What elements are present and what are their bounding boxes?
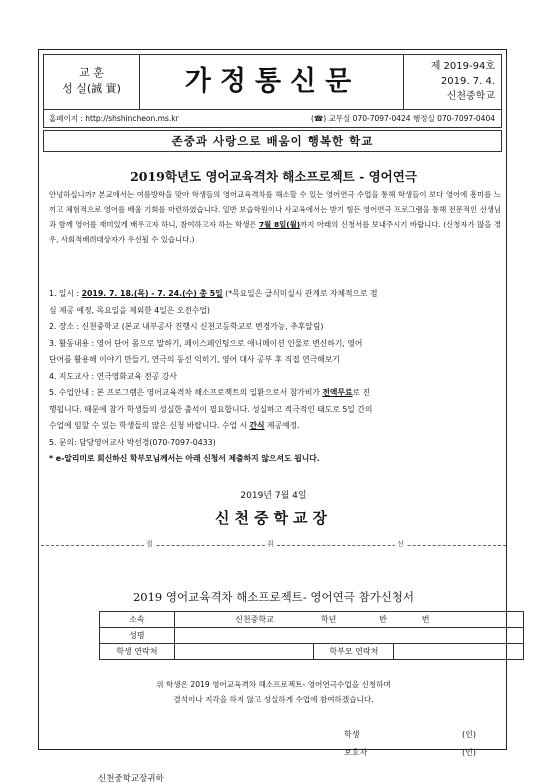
issue-date-line: 2019년 7월 4일 — [240, 491, 307, 501]
snack-highlight: 간식 — [249, 421, 265, 430]
parent-contact-label: 학부모 연락처 — [314, 644, 394, 660]
item-instructor: 4. 지도교사 : 연극영화교육 전공 강사 — [49, 371, 177, 381]
motto-value: 성 실(誠 實) — [62, 82, 121, 95]
student-sign-label: 학생 — [344, 730, 360, 739]
item-guide — [49, 385, 501, 402]
intro-text-2: 까지 아래의 신청서를 보내주시기 바랍니다. (신청자가 많을 경우, 사회적배려대상자가 우선될 수 있습니다.) — [49, 220, 501, 244]
free-highlight: 전액무료 — [322, 388, 353, 397]
issue-number: 제 2019-94호 — [430, 61, 495, 72]
document-title: 가정통신문 — [184, 66, 361, 97]
pledge-line-2: 결석이나 지각을 하지 않고 성실하게 수업에 참여하겠습니다. — [173, 695, 374, 704]
form-row-affiliation — [100, 612, 524, 628]
recipient-line: 신천중학교장귀하 — [98, 774, 164, 784]
school-name: 신천중학교 — [235, 615, 274, 624]
contact-bar — [43, 110, 502, 128]
guardian-sign-label: 보호자 — [344, 748, 368, 757]
schedule-label: 1. 일시 : — [49, 289, 82, 298]
affiliation-field[interactable] — [174, 612, 523, 628]
guardian-seal[interactable]: (인) — [462, 748, 476, 757]
guide-text-2-end: 제공예정. — [264, 421, 300, 430]
form-row-name — [100, 628, 524, 644]
phone-contacts: (☎) 교무실 070-7097-0424 행정실 070-7097-0404 — [310, 114, 495, 123]
number-label: 번 — [421, 615, 430, 624]
application-form-table — [99, 611, 524, 660]
application-form-title: 2019 영어교육격차 해소프로젝트- 영어연극 참가신청서 — [132, 590, 415, 604]
form-row-contacts — [100, 644, 524, 660]
guide-text-2: 수업에 임할 수 있는 학생들의 많은 신청 바랍니다. 수업 시 — [49, 421, 250, 430]
school-motto — [44, 55, 140, 109]
grade-label: 학년 — [320, 615, 337, 624]
details-list — [49, 286, 501, 468]
item-schedule-cont: 심 제공 예정, 목요일을 제외한 4일은 오전수업) — [49, 305, 210, 315]
seal-marks — [462, 726, 476, 762]
principal-signature: 신천중학교장 — [215, 509, 332, 527]
header-box — [43, 54, 502, 110]
name-label: 성명 — [100, 628, 175, 644]
cut-label-2: 취 — [267, 540, 274, 548]
school-slogan: 존중과 사랑으로 배움이 행복한 학교 — [43, 130, 502, 152]
intro-text-1: 안녕하십니까? 본교에서는 여름방학을 맞아 학생들의 영어교육격차를 해소할 수 있는 영어연극 수업을 통해 학생들이 보다 영어에 흥미를 느끼고 체험적으로 영어를 배울 기회를 마련하였습니다. 일반 보습학원이나 사교육에서는 받기 힘든 영어연극 프로그램을 통해 전문적인 선생님과 함께 영어를 재미있게 배우고자 하니, 참여하고자 하는 학생은 — [49, 190, 501, 229]
item-schedule — [49, 286, 501, 303]
pledge-line-1: 위 학생은 2019 영어교육격차 해소프로젝트- 영어연극수업을 신청하며 — [156, 680, 391, 689]
student-seal[interactable]: (인) — [462, 730, 476, 739]
item-guide-cont2 — [49, 418, 501, 435]
issue-info — [403, 55, 501, 109]
item-location: 2. 장소 : 신천중학교 (본교 내부공사 진행시 신천고등학교로 변경가능, 추후알림) — [49, 322, 324, 331]
cut-label-1: 절 — [146, 540, 153, 548]
issue-date: 2019. 7. 4. — [440, 76, 495, 87]
name-field[interactable] — [174, 628, 523, 644]
cut-label-3: 선 — [397, 540, 404, 548]
pledge-text — [39, 677, 508, 707]
issuing-school: 신천중학교 — [446, 91, 495, 102]
student-contact-field[interactable] — [174, 644, 314, 660]
intro-paragraph — [49, 187, 501, 247]
schedule-date: 2019. 7. 18.(목) - 7. 24.(수) 총 5일 — [81, 289, 223, 298]
item-guide-cont1: 행됩니다. 때문에 참가 학생들의 성실한 출석이 필요합니다. 성실하고 적극적인 태도로 5일 간의 — [49, 404, 373, 414]
item-activities-cont: 단어를 활용해 이야기 만들기, 연극의 동선 익히기, 영어 대사 공부 후 직접 연극해보기 — [49, 355, 340, 364]
guide-text: 5. 수업안내 : 본 프로그램은 영어교육격차 해소프로젝트의 일환으로서 참가비가 — [49, 388, 323, 397]
guide-text-end: 로 진 — [352, 388, 371, 397]
newsletter-page — [38, 49, 507, 784]
motto-label: 교 훈 — [79, 66, 104, 79]
affiliation-label: 소속 — [100, 612, 175, 628]
homepage-link[interactable]: 홈페이지 : http://shshincheon.ms.kr — [49, 114, 179, 123]
notice-title: 2019학년도 영어교육격차 해소프로젝트 - 영어연극 — [130, 169, 417, 184]
parent-contact-field[interactable] — [394, 644, 524, 660]
deadline-date: 7월 8일(월) — [259, 220, 301, 229]
schedule-note: (*목요일은 급식미실시 관계로 자체적으로 점 — [222, 289, 378, 298]
item-activities: 3. 활동내용 : 영어 단어 몸으로 말하기, 페이스페인팅으로 애니메이션 인물로 변신하기, 영어 — [49, 338, 363, 348]
student-contact-label: 학생 연락처 — [100, 644, 175, 660]
ealimi-notice: * e-알리미로 회신하신 학부모님께서는 아래 신청서 제출하지 않으셔도 됩니다. — [49, 454, 320, 463]
class-label: 반 — [379, 615, 387, 624]
signature-labels — [344, 726, 367, 762]
item-inquiry: 5. 문의: 담당영어교사 박선경(070-7097-0433) — [49, 437, 216, 447]
